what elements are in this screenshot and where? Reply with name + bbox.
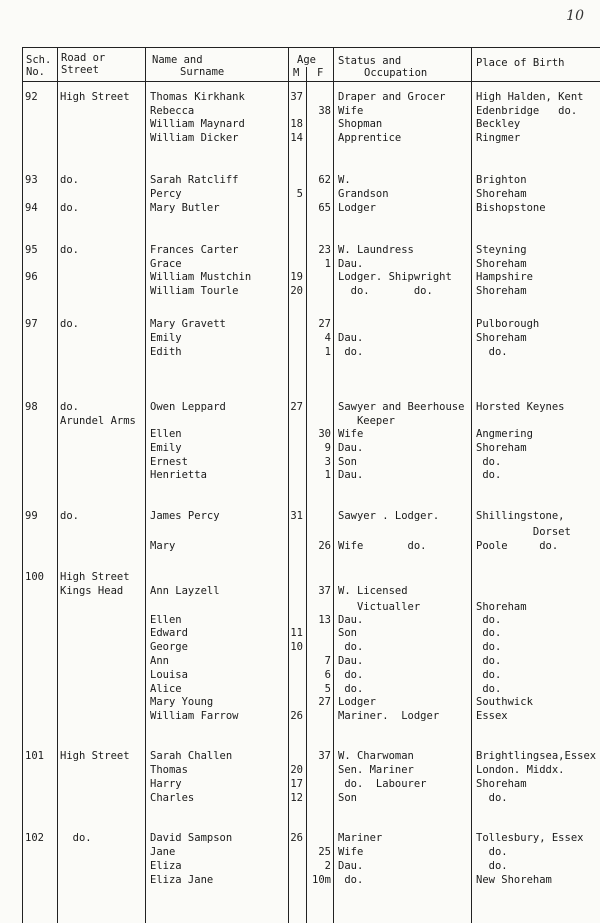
- cell-name: Mary Gravett: [150, 318, 226, 330]
- cell-m: 27: [290, 401, 303, 413]
- page-number: 10: [566, 8, 584, 24]
- cell-status: Lodger: [338, 696, 376, 708]
- cell-birth: Essex: [476, 710, 508, 722]
- cell-f: 1: [324, 469, 331, 481]
- header-name-line2: Surname: [180, 66, 225, 78]
- cell-name: David Sampson: [150, 832, 233, 844]
- cell-status: do. Labourer: [338, 778, 427, 790]
- cell-birth: Shoreham: [476, 188, 527, 200]
- cell-birth: Shoreham: [476, 285, 527, 297]
- cell-birth: do.: [476, 655, 502, 667]
- cell-sch: 102: [25, 832, 44, 844]
- col-rule-left: [22, 47, 23, 923]
- cell-name: William Mustchin: [150, 271, 252, 283]
- col-rule-age: [288, 47, 289, 923]
- cell-m: 37: [290, 91, 303, 103]
- cell-road: do.: [60, 401, 79, 413]
- cell-m: 20: [290, 285, 303, 297]
- cell-status: Dau.: [338, 469, 364, 481]
- cell-name: Ann: [150, 655, 169, 667]
- col-rule-status: [333, 47, 334, 923]
- cell-name: Thomas Kirkhank: [150, 91, 245, 103]
- cell-m: 18: [290, 118, 303, 130]
- cell-status: Dau.: [338, 860, 364, 872]
- cell-name: Owen Leppard: [150, 401, 226, 413]
- header-sch-line1: Sch.: [26, 54, 52, 66]
- cell-status: do.: [338, 683, 364, 695]
- cell-sch: 97: [25, 318, 38, 330]
- cell-m: 26: [290, 832, 303, 844]
- cell-f: 1: [324, 258, 331, 270]
- cell-sch: 95: [25, 244, 38, 256]
- cell-birth: Shoreham: [476, 601, 527, 613]
- cell-f: 27: [318, 696, 331, 708]
- cell-f: 62: [318, 174, 331, 186]
- col-rule-birth: [471, 47, 472, 923]
- cell-status: do.: [338, 669, 364, 681]
- cell-name: Jane: [150, 846, 176, 858]
- cell-status: Mariner. Lodger: [338, 710, 440, 722]
- cell-sch: 101: [25, 750, 44, 762]
- cell-f: 10m: [312, 874, 331, 886]
- cell-sch: 94: [25, 202, 38, 214]
- col-rule-name: [145, 47, 146, 923]
- header-status-line1: Status and: [338, 55, 402, 67]
- cell-m: 31: [290, 510, 303, 522]
- cell-status: Lodger. Shipwright: [338, 271, 452, 283]
- cell-name: Emily: [150, 442, 182, 454]
- cell-name: Rebecca: [150, 105, 195, 117]
- cell-birth: do.: [476, 669, 502, 681]
- cell-f: 9: [324, 442, 331, 454]
- cell-birth: Beckley: [476, 118, 521, 130]
- cell-f: 2: [324, 860, 331, 872]
- cell-name: Ellen: [150, 614, 182, 626]
- cell-sch: 99: [25, 510, 38, 522]
- cell-birth: do.: [476, 683, 502, 695]
- cell-status: Sen. Mariner: [338, 764, 414, 776]
- cell-name: Mary Butler: [150, 202, 220, 214]
- table-header-rule: [22, 81, 600, 82]
- cell-status: Shopman: [338, 118, 383, 130]
- cell-birth: do.: [476, 846, 508, 858]
- cell-m: 20: [290, 764, 303, 776]
- cell-status: Son: [338, 456, 357, 468]
- cell-status: W. Charwoman: [338, 750, 414, 762]
- cell-birth: London. Middx.: [476, 764, 565, 776]
- cell-road: do.: [60, 202, 79, 214]
- cell-status: Sawyer and Beerhouse: [338, 401, 465, 413]
- table-top-rule: [22, 47, 600, 48]
- col-rule-road: [57, 47, 58, 923]
- cell-name: George: [150, 641, 188, 653]
- cell-sch: 98: [25, 401, 38, 413]
- cell-f: 23: [318, 244, 331, 256]
- header-age-f: F: [317, 67, 324, 79]
- cell-m: 26: [290, 710, 303, 722]
- cell-name: Grace: [150, 258, 182, 270]
- header-road-line1: Road or: [61, 52, 106, 64]
- cell-road: do.: [60, 174, 79, 186]
- cell-f: 5: [324, 683, 331, 695]
- cell-birth: do.: [476, 614, 502, 626]
- cell-birth: Shillingstone,: [476, 510, 565, 522]
- cell-birth: do.: [476, 641, 502, 653]
- cell-f: 7: [324, 655, 331, 667]
- cell-status: W. Laundress: [338, 244, 414, 256]
- header-name-line1: Name and: [152, 54, 203, 66]
- cell-status: Apprentice: [338, 132, 402, 144]
- cell-status: do.: [338, 641, 364, 653]
- cell-birth: High Halden, Kent: [476, 91, 584, 103]
- cell-road: do.: [60, 318, 79, 330]
- cell-status: Grandson: [338, 188, 389, 200]
- header-status-line2: Occupation: [364, 67, 428, 79]
- cell-birth: Angmering: [476, 428, 533, 440]
- cell-f: 38: [318, 105, 331, 117]
- header-sch: [26, 54, 51, 78]
- cell-birth: do.: [476, 860, 508, 872]
- cell-f: 13: [318, 614, 331, 626]
- cell-birth: New Shoreham: [476, 874, 552, 886]
- cell-status: Victualler: [338, 601, 421, 613]
- cell-name: William Dicker: [150, 132, 239, 144]
- cell-name: William Farrow: [150, 710, 239, 722]
- header-birth: Place of Birth: [476, 57, 565, 69]
- cell-birth: Ringmer: [476, 132, 521, 144]
- cell-birth: Edenbridge do.: [476, 105, 578, 117]
- cell-status: W.: [338, 174, 351, 186]
- header-status: [338, 55, 427, 79]
- cell-status: Dau.: [338, 442, 364, 454]
- cell-m: 5: [296, 188, 303, 200]
- cell-status: Dau.: [338, 655, 364, 667]
- cell-m: 12: [290, 792, 303, 804]
- cell-status: Dau.: [338, 258, 364, 270]
- cell-status: Keeper: [338, 415, 395, 427]
- cell-road: do.: [60, 510, 79, 522]
- cell-birth: Horsted Keynes: [476, 401, 565, 413]
- cell-status: Sawyer . Lodger.: [338, 510, 440, 522]
- cell-f: 3: [324, 456, 331, 468]
- cell-m: 14: [290, 132, 303, 144]
- cell-status: Dau.: [338, 332, 364, 344]
- cell-birth: do.: [476, 627, 502, 639]
- cell-sch: 100: [25, 571, 44, 583]
- cell-name: Eliza: [150, 860, 182, 872]
- header-name: [152, 54, 224, 78]
- cell-status: do.: [338, 346, 364, 358]
- cell-birth: Southwick: [476, 696, 533, 708]
- cell-road: High Street: [60, 750, 130, 762]
- cell-f: 1: [324, 346, 331, 358]
- cell-birth: do.: [476, 346, 508, 358]
- cell-name: Louisa: [150, 669, 188, 681]
- header-sch-line2: No.: [26, 66, 45, 78]
- cell-status: Wife: [338, 105, 364, 117]
- cell-road: do.: [60, 832, 92, 844]
- cell-birth: Dorset: [476, 526, 571, 538]
- cell-status: Wife: [338, 846, 364, 858]
- cell-status: Draper and Grocer: [338, 91, 446, 103]
- cell-status: Dau.: [338, 614, 364, 626]
- cell-f: 25: [318, 846, 331, 858]
- cell-f: 37: [318, 585, 331, 597]
- cell-birth: Shoreham: [476, 258, 527, 270]
- cell-birth: Brighton: [476, 174, 527, 186]
- cell-name: Harry: [150, 778, 182, 790]
- cell-name: Edith: [150, 346, 182, 358]
- cell-f: 37: [318, 750, 331, 762]
- cell-m: 11: [290, 627, 303, 639]
- cell-sch: 92: [25, 91, 38, 103]
- cell-birth: do.: [476, 456, 502, 468]
- cell-f: 30: [318, 428, 331, 440]
- cell-status: Son: [338, 627, 357, 639]
- cell-birth: Poole do.: [476, 540, 559, 552]
- cell-f: 27: [318, 318, 331, 330]
- cell-name: Ellen: [150, 428, 182, 440]
- header-road: [61, 52, 105, 76]
- cell-name: Eliza Jane: [150, 874, 214, 886]
- cell-birth: Shoreham: [476, 442, 527, 454]
- cell-name: William Tourle: [150, 285, 239, 297]
- cell-status: Mariner: [338, 832, 383, 844]
- cell-name: Ann Layzell: [150, 585, 220, 597]
- cell-f: 4: [324, 332, 331, 344]
- cell-birth: Tollesbury, Essex: [476, 832, 584, 844]
- col-rule-age-split: [306, 67, 307, 923]
- cell-birth: Shoreham: [476, 778, 527, 790]
- cell-f: 26: [318, 540, 331, 552]
- cell-road: Kings Head: [60, 585, 124, 597]
- cell-sch: 93: [25, 174, 38, 186]
- cell-name: Henrietta: [150, 469, 207, 481]
- cell-status: do.: [338, 874, 364, 886]
- cell-name: James Percy: [150, 510, 220, 522]
- cell-status: Wife: [338, 428, 364, 440]
- cell-name: Frances Carter: [150, 244, 239, 256]
- cell-name: Mary Young: [150, 696, 214, 708]
- cell-birth: Pulborough: [476, 318, 540, 330]
- cell-m: 19: [290, 271, 303, 283]
- cell-status: Wife do.: [338, 540, 427, 552]
- cell-birth: Shoreham: [476, 332, 527, 344]
- header-age-m: M: [293, 67, 300, 79]
- cell-birth: Hampshire: [476, 271, 533, 283]
- cell-status: do. do.: [338, 285, 433, 297]
- cell-status: Son: [338, 792, 357, 804]
- cell-road: do.: [60, 244, 79, 256]
- cell-name: Ernest: [150, 456, 188, 468]
- cell-road: High Street: [60, 91, 130, 103]
- cell-birth: Bishopstone: [476, 202, 546, 214]
- cell-status: Lodger: [338, 202, 376, 214]
- cell-name: Edward: [150, 627, 188, 639]
- cell-name: Mary: [150, 540, 176, 552]
- cell-sch: 96: [25, 271, 38, 283]
- cell-birth: Brightlingsea,Essex: [476, 750, 597, 762]
- header-road-line2: Street: [61, 64, 99, 76]
- cell-birth: Steyning: [476, 244, 527, 256]
- cell-name: Sarah Challen: [150, 750, 233, 762]
- cell-f: 65: [318, 202, 331, 214]
- cell-name: William Maynard: [150, 118, 245, 130]
- cell-m: 17: [290, 778, 303, 790]
- header-age: Age: [297, 54, 316, 66]
- cell-name: Sarah Ratcliff: [150, 174, 239, 186]
- cell-name: Percy: [150, 188, 182, 200]
- cell-road: Arundel Arms: [60, 415, 136, 427]
- cell-birth: do.: [476, 469, 502, 481]
- cell-m: 10: [290, 641, 303, 653]
- cell-status: W. Licensed: [338, 585, 408, 597]
- cell-road: High Street: [60, 571, 130, 583]
- cell-name: Charles: [150, 792, 195, 804]
- cell-name: Thomas: [150, 764, 188, 776]
- cell-birth: do.: [476, 792, 508, 804]
- cell-name: Alice: [150, 683, 182, 695]
- cell-f: 6: [324, 669, 331, 681]
- cell-name: Emily: [150, 332, 182, 344]
